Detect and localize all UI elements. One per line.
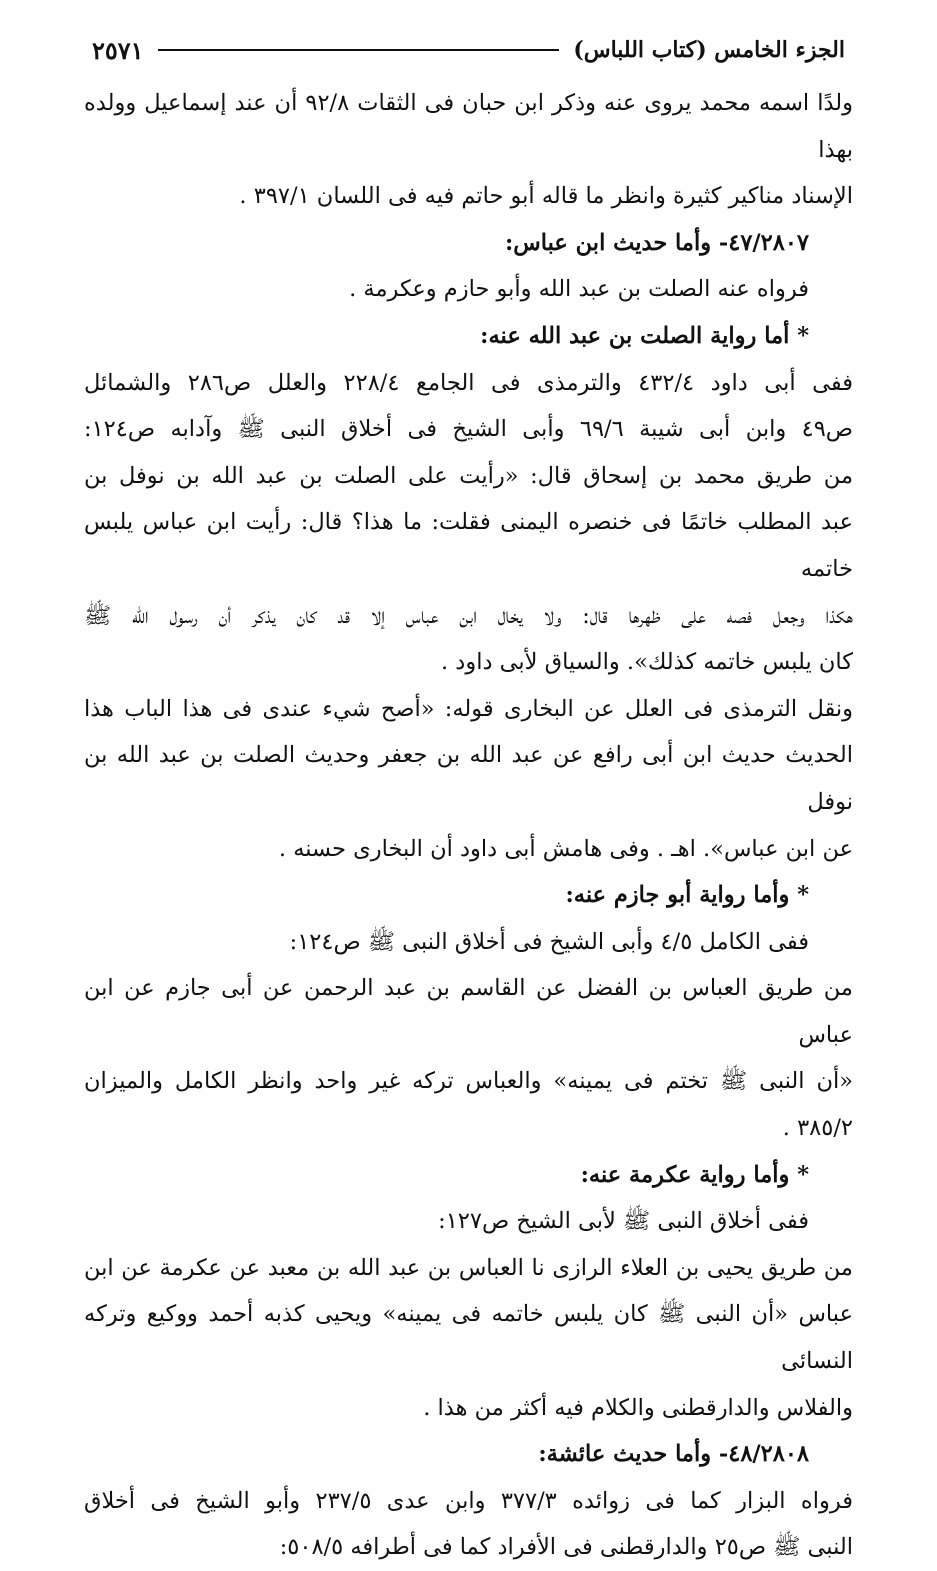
text-line: الإسناد مناكير كثيرة وانظر ما قاله أبو حاتم فيه فى اللسان ٣٩٧/١ . <box>239 183 853 210</box>
text-line: ص٤٩ وابن أبى شيبة ٦٩/٦ وأبى الشيخ فى أخلاق النبى ﷺ وآدابه ص١٢٤: <box>84 416 853 443</box>
text-line: ونقل الترمذى فى العلل عن البخارى قوله: «أصح شيء عندى فى هذا الباب هذا <box>84 695 853 722</box>
text-line: من طريق محمد بن إسحاق قال: «رأيت على الصلت بن عبد الله بن نوفل بن <box>84 462 853 489</box>
text-line: من طريق العباس بن الفضل عن القاسم بن عبد الرحمن عن أبى جازم عن ابن عباس <box>84 975 853 1048</box>
section-heading: ٤٧/٢٨٠٧- وأما حديث ابن عباس: <box>505 229 809 256</box>
subsection-heading: * وأما رواية أبو جازم عنه: <box>565 882 809 909</box>
page-number: ٢٥٧١ <box>92 35 144 65</box>
text-line: ولدًا اسمه محمد يروى عنه وذكر ابن حبان فى الثقات ٩٢/٨ أن عند إسماعيل وولده بهذا <box>84 90 853 163</box>
page-header <box>92 30 845 70</box>
text-line: عبد المطلب خاتمًا فى خنصره اليمنى فقلت: ما هذا؟ قال: رأيت ابن عباس يلبس خاتمه <box>84 509 853 582</box>
text-line: فرواه عنه الصلت بن عبد الله وأبو حازم وعكرمة . <box>349 276 809 303</box>
text-line: كان يلبس خاتمه كذلك». والسياق لأبى داود . <box>441 649 853 676</box>
text-line: عباس «أن النبى ﷺ كان يلبس خاتمه فى يمينه» ويحيى كذبه أحمد ووكيع وتركه النسائى <box>84 1301 853 1375</box>
text-line: ففى أبى داود ٤٣٢/٤ والترمذى فى الجامع ٢٢٨/٤ والعلل ص٢٨٦ والشمائل <box>84 369 853 396</box>
header-rule <box>158 49 560 51</box>
text-line: هكذا وجعل فصه على ظهرها قال: ولا يخال ابن عباس إلا قد كان يذكر أن رسول الله ﷺ <box>84 602 853 629</box>
text-line: النبى ﷺ ص٢٥ والدارقطنى فى الأفراد كما فى أطرافه ٥٠٨/٥: <box>279 1534 853 1561</box>
text-line: من طريق يحيى بن العلاء الرازى نا العباس بن عبد الله بن معبد عن عكرمة عن ابن <box>84 1254 853 1281</box>
text-line: الحديث حديث ابن أبى رافع عن عبد الله بن جعفر وحديث الصلت بن عبد الله بن نوفل <box>84 742 853 815</box>
running-title: الجزء الخامس (كتاب اللباس) <box>573 37 845 63</box>
text-line: عن ابن عباس». اهـ . وفى هامش أبى داود أن البخارى حسنه . <box>278 835 853 862</box>
text-line: ففى أخلاق النبى ﷺ لأبى الشيخ ص١٢٧: <box>438 1208 809 1235</box>
subsection-heading: * وأما رواية عكرمة عنه: <box>580 1161 809 1188</box>
page-body <box>84 80 853 1571</box>
text-line: فرواه البزار كما فى زوائده ٣٧٧/٣ وابن عدى ٢٣٧/٥ وأبو الشيخ فى أخلاق <box>84 1487 853 1514</box>
text-line: والفلاس والدارقطنى والكلام فيه أكثر من هذا . <box>423 1394 853 1421</box>
text-line: «أن النبى ﷺ تختم فى يمينه» والعباس تركه غير واحد وانظر الكامل والميزان ٣٨٥/٢ . <box>84 1068 853 1142</box>
subsection-heading: * أما رواية الصلت بن عبد الله عنه: <box>480 322 809 349</box>
section-heading: ٤٨/٢٨٠٨- وأما حديث عائشة: <box>538 1441 809 1468</box>
text-line: ففى الكامل ٤/٥ وأبى الشيخ فى أخلاق النبى ﷺ ص١٢٤: <box>289 928 809 955</box>
